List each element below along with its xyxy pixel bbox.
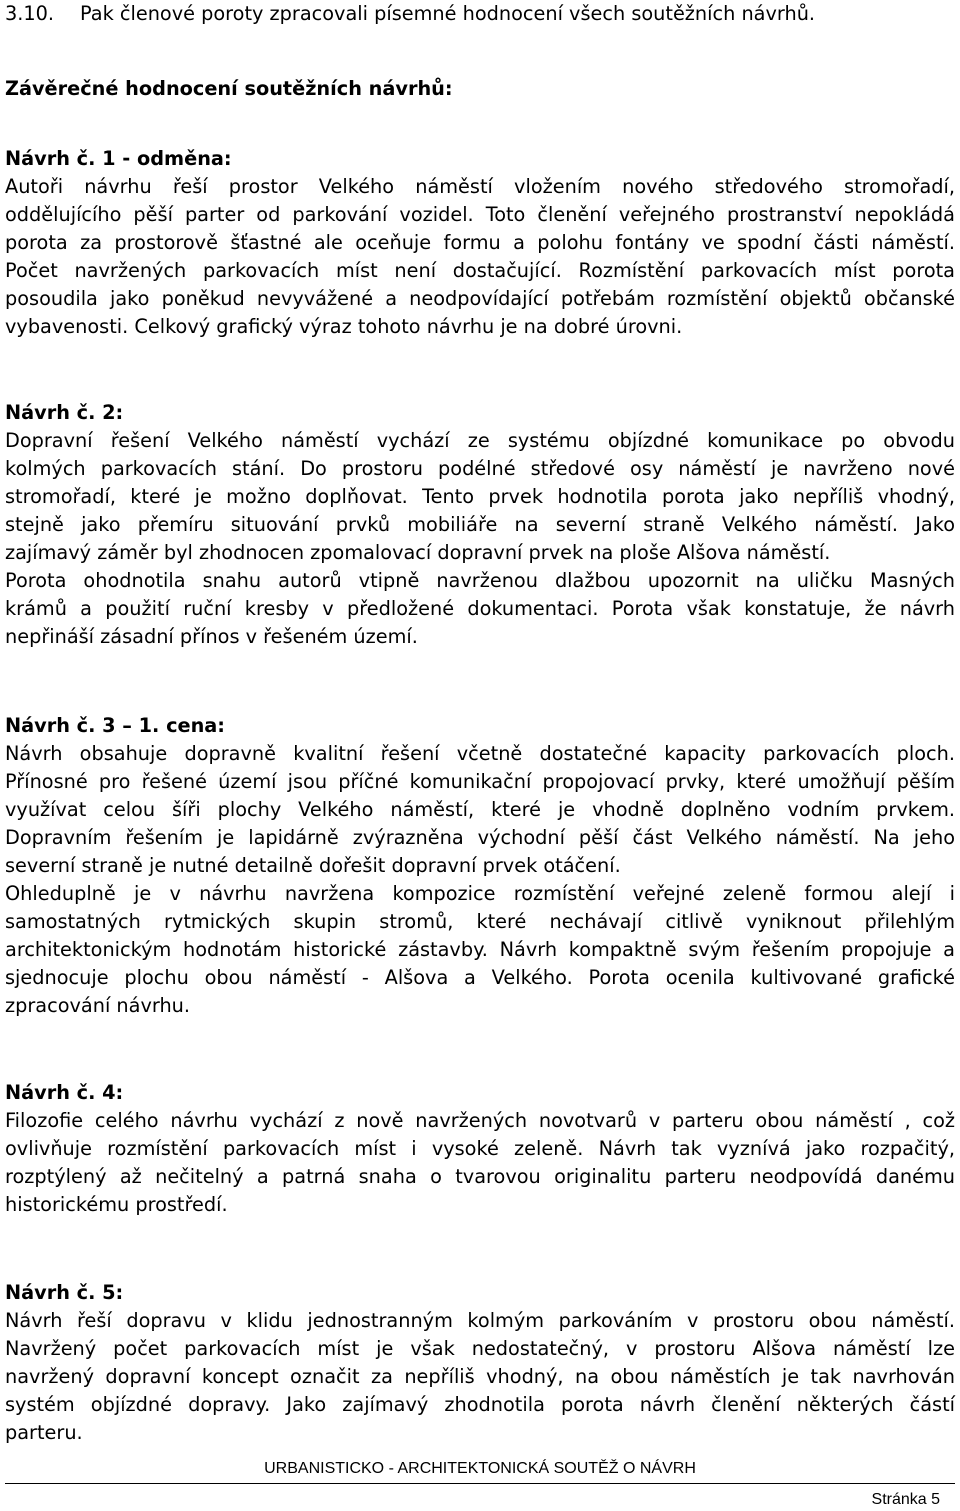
proposal-5-line: parteru.: [5, 1421, 83, 1444]
proposal-4-line: Filozofie celého návrhu vychází z nově navržených novotvarů v parteru obou náměstí , což: [5, 1109, 955, 1132]
proposal-5-line: systém objízdné dopravy. Jako zajímavý zhodnotila porota návrh členění některých částí: [5, 1393, 955, 1416]
proposal-3-line: sjednocuje plochu obou náměstí - Alšova a Velkého. Porota ocenila kultivované grafické: [5, 966, 955, 989]
proposal-3-line: Přínosné pro řešené území jsou příčné komunikační propojovací prvky, které umožňují pěším: [5, 770, 955, 793]
proposal-1-line: Autoři návrhu řeší prostor Velkého náměstí vložením nového středového stromořadí,: [5, 175, 955, 198]
proposal-1-heading: Návrh č. 1 - odměna:: [5, 147, 232, 170]
intro-text: Pak členové poroty zpracovali písemné hodnocení všech soutěžních návrhů.: [80, 2, 816, 25]
proposal-2-line: Porota ohodnotila snahu autorů vtipně navrženou dlažbou upozornit na uličku Masných: [5, 569, 955, 592]
proposal-1-line: vybavenosti. Celkový grafický výraz tohoto návrhu je na dobré úrovni.: [5, 315, 683, 338]
proposal-1-line: porota za prostorově šťastné ale oceňuje formu a polohu fontány ve spodní části náměstí.: [5, 231, 955, 254]
proposal-1-line: posoudila jako poněkud nevyvážené a neodpovídající potřebám rozmístění objektů občanské: [5, 287, 955, 310]
proposal-3-line: severní straně je nutné detailně dořešit dopravní prvek otáčení.: [5, 854, 621, 877]
proposal-5-line: Návrh řeší dopravu v klidu jednostranným kolmým parkováním v prostoru obou náměstí.: [5, 1309, 955, 1332]
proposal-2-line: nepřináší zásadní přínos v řešeném území.: [5, 625, 418, 648]
section-title: Závěrečné hodnocení soutěžních návrhů:: [5, 77, 453, 100]
proposal-3-line: zpracování návrhu.: [5, 994, 191, 1017]
footer-title: URBANISTICKO - ARCHITEKTONICKÁ SOUTĚŽ O NÁVRH: [264, 1460, 696, 1477]
proposal-2-line: krámů a použití ruční kresby v předložené dokumentaci. Porota však konstatuje, že návrh: [5, 597, 955, 620]
proposal-4-line: historickému prostředí.: [5, 1193, 228, 1216]
proposal-1-line: Počet navržených parkovacích míst není dostačující. Rozmístění parkovacích míst porota: [5, 259, 955, 282]
page-number: Stránka 5: [871, 1491, 940, 1508]
proposal-3-line: Ohleduplně je v návrhu navržena kompozice rozmístění veřejné zeleně formou alejí i: [5, 882, 955, 905]
proposal-2-line: kolmých parkovacích stání. Do prostoru podélné středové osy náměstí je navrženo nové: [5, 457, 955, 480]
proposal-4-line: ovlivňuje rozmístění parkovacích míst i vysoké zeleně. Návrh tak vyznívá jako rozpačitý,: [5, 1137, 955, 1160]
intro-number: 3.10.: [5, 2, 55, 25]
proposal-3-heading: Návrh č. 3 – 1. cena:: [5, 714, 226, 737]
proposal-1-line: oddělujícího pěší parter od parkování vozidel. Toto členění veřejného prostranství nepokládá: [5, 203, 955, 226]
proposal-4-heading: Návrh č. 4:: [5, 1081, 124, 1104]
proposal-3-line: využívat celou šíři plochy Velkého náměstí, které je vhodně doplněno vodním prvkem.: [5, 798, 955, 821]
proposal-5-line: Navržený počet parkovacích míst je však nedostatečný, v prostoru Alšova náměstí lze: [5, 1337, 955, 1360]
proposal-3-line: architektonickým hodnotám historické zástavby. Návrh kompaktně svým řešením propojuje a: [5, 938, 955, 961]
proposal-5-heading: Návrh č. 5:: [5, 1281, 124, 1304]
proposal-3-line: samostatných rytmických skupin stromů, které nechávají citlivě vyniknout přilehlým: [5, 910, 955, 933]
proposal-3-line: Návrh obsahuje dopravně kvalitní řešení včetně dostatečné kapacity parkovacích ploch.: [5, 742, 955, 765]
proposal-2-line: stromořadí, které je možno doplňovat. Tento prvek hodnotila porota jako nepříliš vhodný,: [5, 485, 955, 508]
proposal-4-line: rozptýlený až nečitelný a patrná snaha o tvarovou originalitu parteru neodpovídá danému: [5, 1165, 955, 1188]
proposal-2-line: zajímavý záměr byl zhodnocen zpomalovací dopravní prvek na ploše Alšova náměstí.: [5, 541, 831, 564]
intro-line: [5, 0, 955, 28]
proposal-5-line: navržený dopravní koncept označit za nepříliš vhodný, na obou náměstích je tak navrhován: [5, 1365, 955, 1388]
footer-divider: [5, 1483, 955, 1484]
proposal-2-line: stejně jako přemíru situování prvků mobiliáře na severní straně Velkého náměstí. Jako: [5, 513, 955, 536]
proposal-2-line: Dopravní řešení Velkého náměstí vychází ze systému objízdné komunikace po obvodu: [5, 429, 955, 452]
proposal-3-line: Dopravním řešením je lapidárně zvýrazněna východní pěší část Velkého náměstí. Na jeho: [5, 826, 955, 849]
proposal-2-heading: Návrh č. 2:: [5, 401, 124, 424]
